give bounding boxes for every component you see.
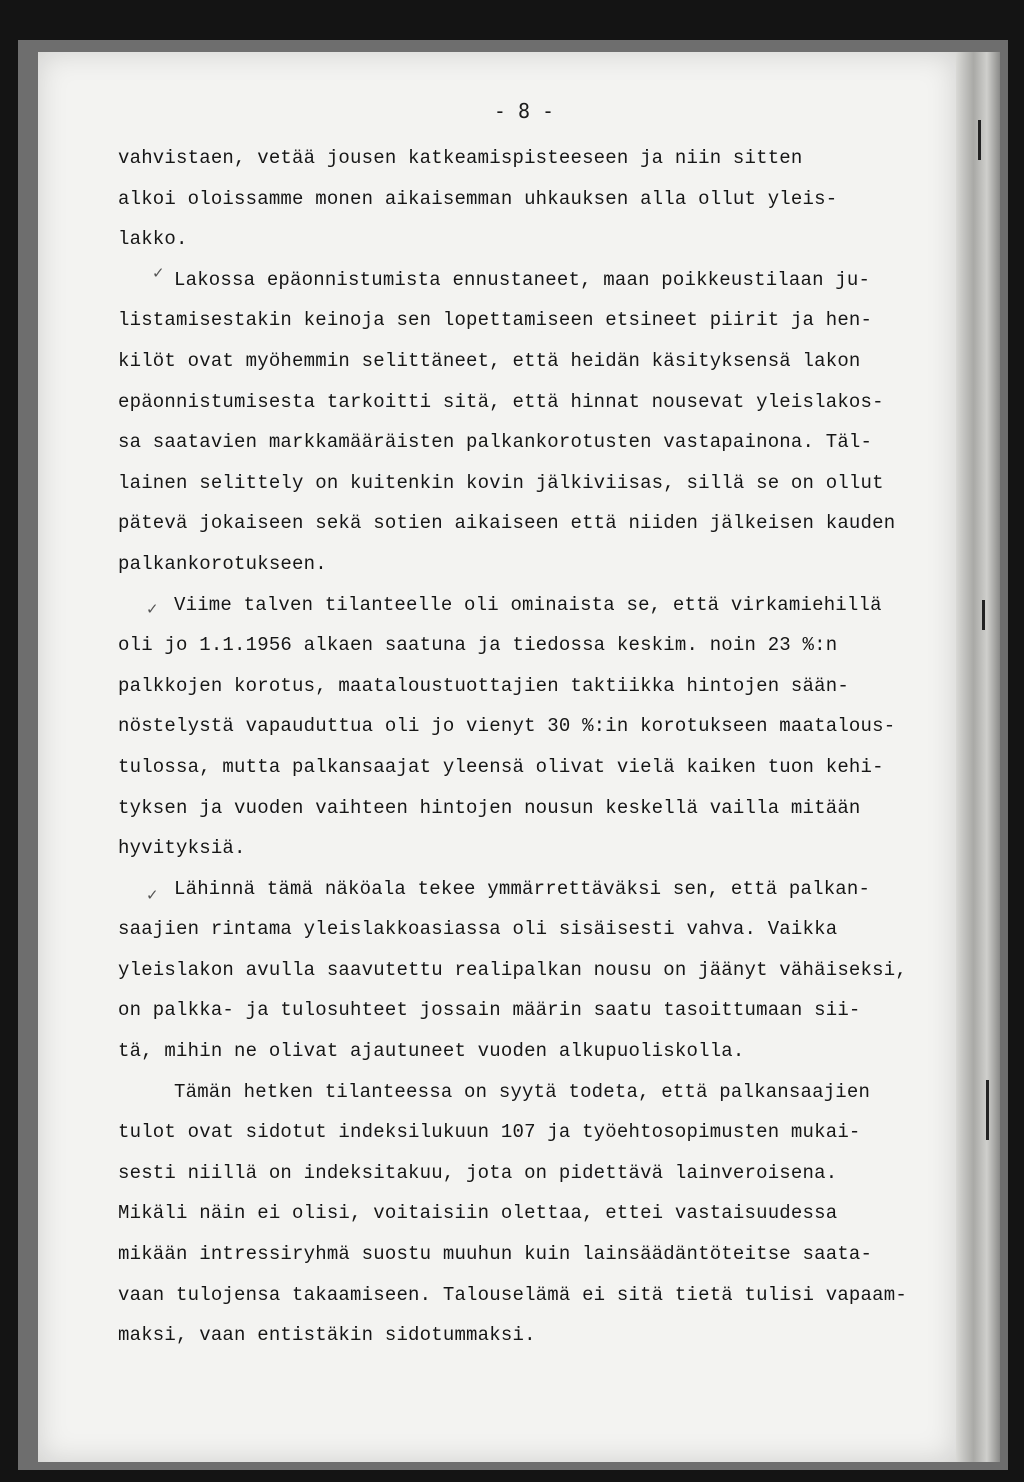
check-mark: ✓ (146, 600, 159, 618)
binding-mark (982, 600, 985, 630)
text-line: hyvityksiä. (118, 837, 246, 860)
page-number: - 8 - (493, 99, 555, 123)
check-mark: ✓ (146, 886, 159, 904)
text-line: oli jo 1.1.1956 alkaen saatuna ja tiedossa keskim. noin 23 %:n (118, 634, 838, 657)
text-line: nöstelystä vapauduttua oli jo vienyt 30 %:in korotukseen maatalous- (118, 715, 896, 738)
text-line: vahvistaen, vetää jousen katkeamispisteeseen ja niin sitten (118, 147, 803, 169)
text-line: maksi, vaan entistäkin sidotummaksi. (118, 1324, 536, 1347)
text-line: palkankorotukseen. (118, 552, 327, 575)
text-line: saajien rintama yleislakkoasiassa oli sisäisesti vahva. Vaikka (118, 918, 838, 941)
text-line: on palkka- ja tulosuhteet jossain määrin saatu tasoittumaan sii- (118, 999, 861, 1022)
paragraph-start: Tämän hetken tilanteessa on syytä todeta, että palkansaajien (174, 1080, 871, 1103)
text-line: vaan tulojensa takaamiseen. Talouselämä ei sitä tietä tulisi vapaam- (118, 1283, 907, 1306)
document-body (118, 138, 938, 1356)
text-line: sa saatavien markkamääräisten palkankorotusten vastapainona. Täl- (118, 431, 873, 454)
text-line: Mikäli näin ei olisi, voitaisiin olettaa, ettei vastaisuudessa (118, 1202, 838, 1225)
text-line: tä, mihin ne olivat ajautuneet vuoden alkupuoliskolla. (118, 1040, 745, 1063)
text-line: sesti niillä on indeksitakuu, jota on pidettävä lainveroisena. (118, 1161, 838, 1184)
paragraph-start: Lähinnä tämä näköala tekee ymmärrettäväksi sen, että palkan- (174, 877, 871, 900)
text-line: kilöt ovat myöhemmin selittäneet, että heidän käsityksensä lakon (118, 349, 861, 372)
text-line: tyksen ja vuoden vaihteen hintojen nousun keskellä vailla mitään (118, 796, 861, 819)
text-line: lakko. (118, 228, 188, 251)
binding-mark (986, 1080, 989, 1140)
binding-mark (978, 120, 981, 160)
text-line: tulot ovat sidotut indeksilukuun 107 ja työehtosopimusten mukai- (118, 1121, 861, 1144)
check-mark: ✓ (152, 264, 165, 282)
paragraph-start: Viime talven tilanteelle oli ominaista se, että virkamiehillä (174, 593, 882, 616)
text-line: lainen selittely on kuitenkin kovin jälkiviisas, sillä se on ollut (118, 471, 884, 494)
text-line: listamisestakin keinoja sen lopettamiseen etsineet piirit ja hen- (118, 309, 873, 332)
text-line: tulossa, mutta palkansaajat yleensä olivat vielä kaiken tuon kehi- (118, 755, 884, 778)
paragraph-start: Lakossa epäonnistumista ennustaneet, maan poikkeustilaan ju- (174, 268, 871, 291)
text-line: yleislakon avulla saavutettu realipalkan nousu on jäänyt vähäiseksi, (118, 958, 907, 981)
text-line: epäonnistumisesta tarkoitti sitä, että hinnat nousevat yleislakos- (118, 390, 884, 413)
binding-edge (956, 52, 1000, 1462)
text-line: alkoi oloissamme monen aikaisemman uhkauksen alla ollut yleis- (118, 187, 838, 210)
text-line: mikään intressiryhmä suostu muuhun kuin lainsäädäntöteitse saata- (118, 1243, 873, 1266)
text-line: palkkojen korotus, maataloustuottajien taktiikka hintojen sään- (118, 674, 849, 697)
text-line: pätevä jokaiseen sekä sotien aikaiseen että niiden jälkeisen kauden (118, 512, 896, 535)
